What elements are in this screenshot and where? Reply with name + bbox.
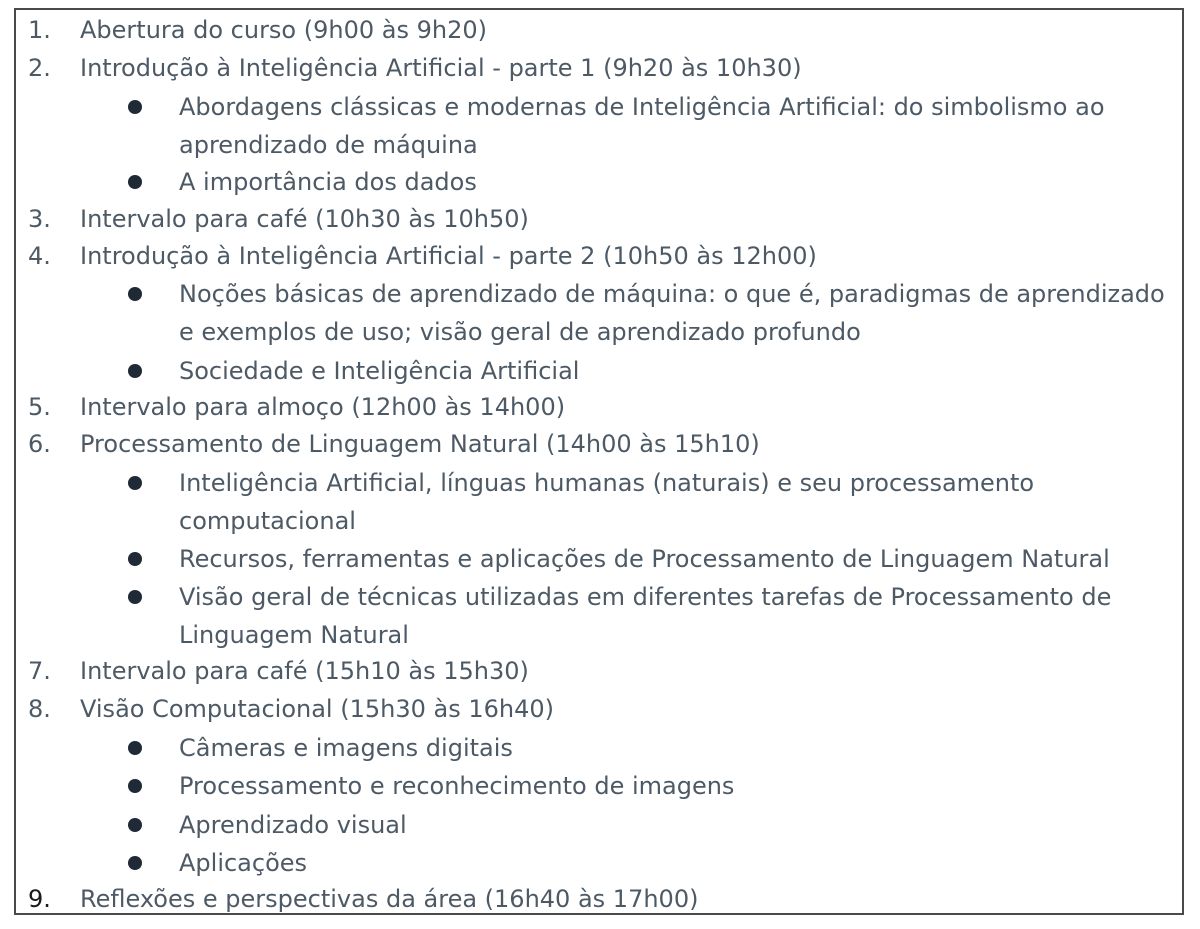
item-number: 2. xyxy=(28,54,51,82)
bullet-icon xyxy=(128,476,142,490)
bullet-icon xyxy=(128,741,142,755)
item-text: Introdução à Inteligência Artificial - parte 2 (10h50 às 12h00) xyxy=(80,242,817,270)
bullet-icon xyxy=(128,287,142,301)
bullet-icon xyxy=(128,175,142,189)
item-text: Visão Computacional (15h30 às 16h40) xyxy=(80,695,554,723)
item-number: 8. xyxy=(28,695,51,723)
item-text: Abertura do curso (9h00 às 9h20) xyxy=(80,16,487,44)
item-text: Intervalo para café (15h10 às 15h30) xyxy=(80,657,529,685)
sub-item-text: Aplicações xyxy=(179,849,308,877)
sub-item-text: Noções básicas de aprendizado de máquina: o que é, paradigmas de aprendizado xyxy=(179,280,1165,308)
item-number: 1. xyxy=(28,16,51,44)
item-number: 5. xyxy=(28,393,51,421)
item-number: 3. xyxy=(28,205,51,233)
sub-item-text: Inteligência Artificial, línguas humanas (naturais) e seu processamento xyxy=(179,469,1035,497)
item-text: Intervalo para almoço (12h00 às 14h00) xyxy=(80,393,566,421)
bullet-icon xyxy=(128,818,142,832)
bullet-icon xyxy=(128,364,142,378)
item-text: Intervalo para café (10h30 às 10h50) xyxy=(80,205,529,233)
bullet-icon xyxy=(128,590,142,604)
item-number: 7. xyxy=(28,657,51,685)
item-text: Reflexões e perspectivas da área (16h40 às 17h00) xyxy=(80,885,699,913)
bullet-icon xyxy=(128,552,142,566)
sub-item-text: Linguagem Natural xyxy=(179,621,409,649)
bullet-icon xyxy=(128,856,142,870)
sub-item-text: e exemplos de uso; visão geral de aprendizado profundo xyxy=(179,318,861,346)
item-number: 4. xyxy=(28,242,51,270)
bullet-icon xyxy=(128,100,142,114)
sub-item-text: Sociedade e Inteligência Artificial xyxy=(179,357,580,385)
sub-item-text: Abordagens clássicas e modernas de Inteligência Artificial: do simbolismo ao xyxy=(179,93,1105,121)
item-text: Introdução à Inteligência Artificial - parte 1 (9h20 às 10h30) xyxy=(80,54,802,82)
bullet-icon xyxy=(128,779,142,793)
sub-item-text: Visão geral de técnicas utilizadas em diferentes tarefas de Processamento de xyxy=(179,583,1112,611)
item-number: 6. xyxy=(28,430,51,458)
sub-item-text: Câmeras e imagens digitais xyxy=(179,734,513,762)
sub-item-text: Processamento e reconhecimento de imagens xyxy=(179,772,735,800)
sub-item-text: computacional xyxy=(179,507,356,535)
item-text: Processamento de Linguagem Natural (14h00 às 15h10) xyxy=(80,430,760,458)
sub-item-text: A importância dos dados xyxy=(179,168,477,196)
sub-item-text: aprendizado de máquina xyxy=(179,131,478,159)
sub-item-text: Aprendizado visual xyxy=(179,811,407,839)
item-number: 9. xyxy=(28,885,51,913)
sub-item-text: Recursos, ferramentas e aplicações de Processamento de Linguagem Natural xyxy=(179,545,1110,573)
